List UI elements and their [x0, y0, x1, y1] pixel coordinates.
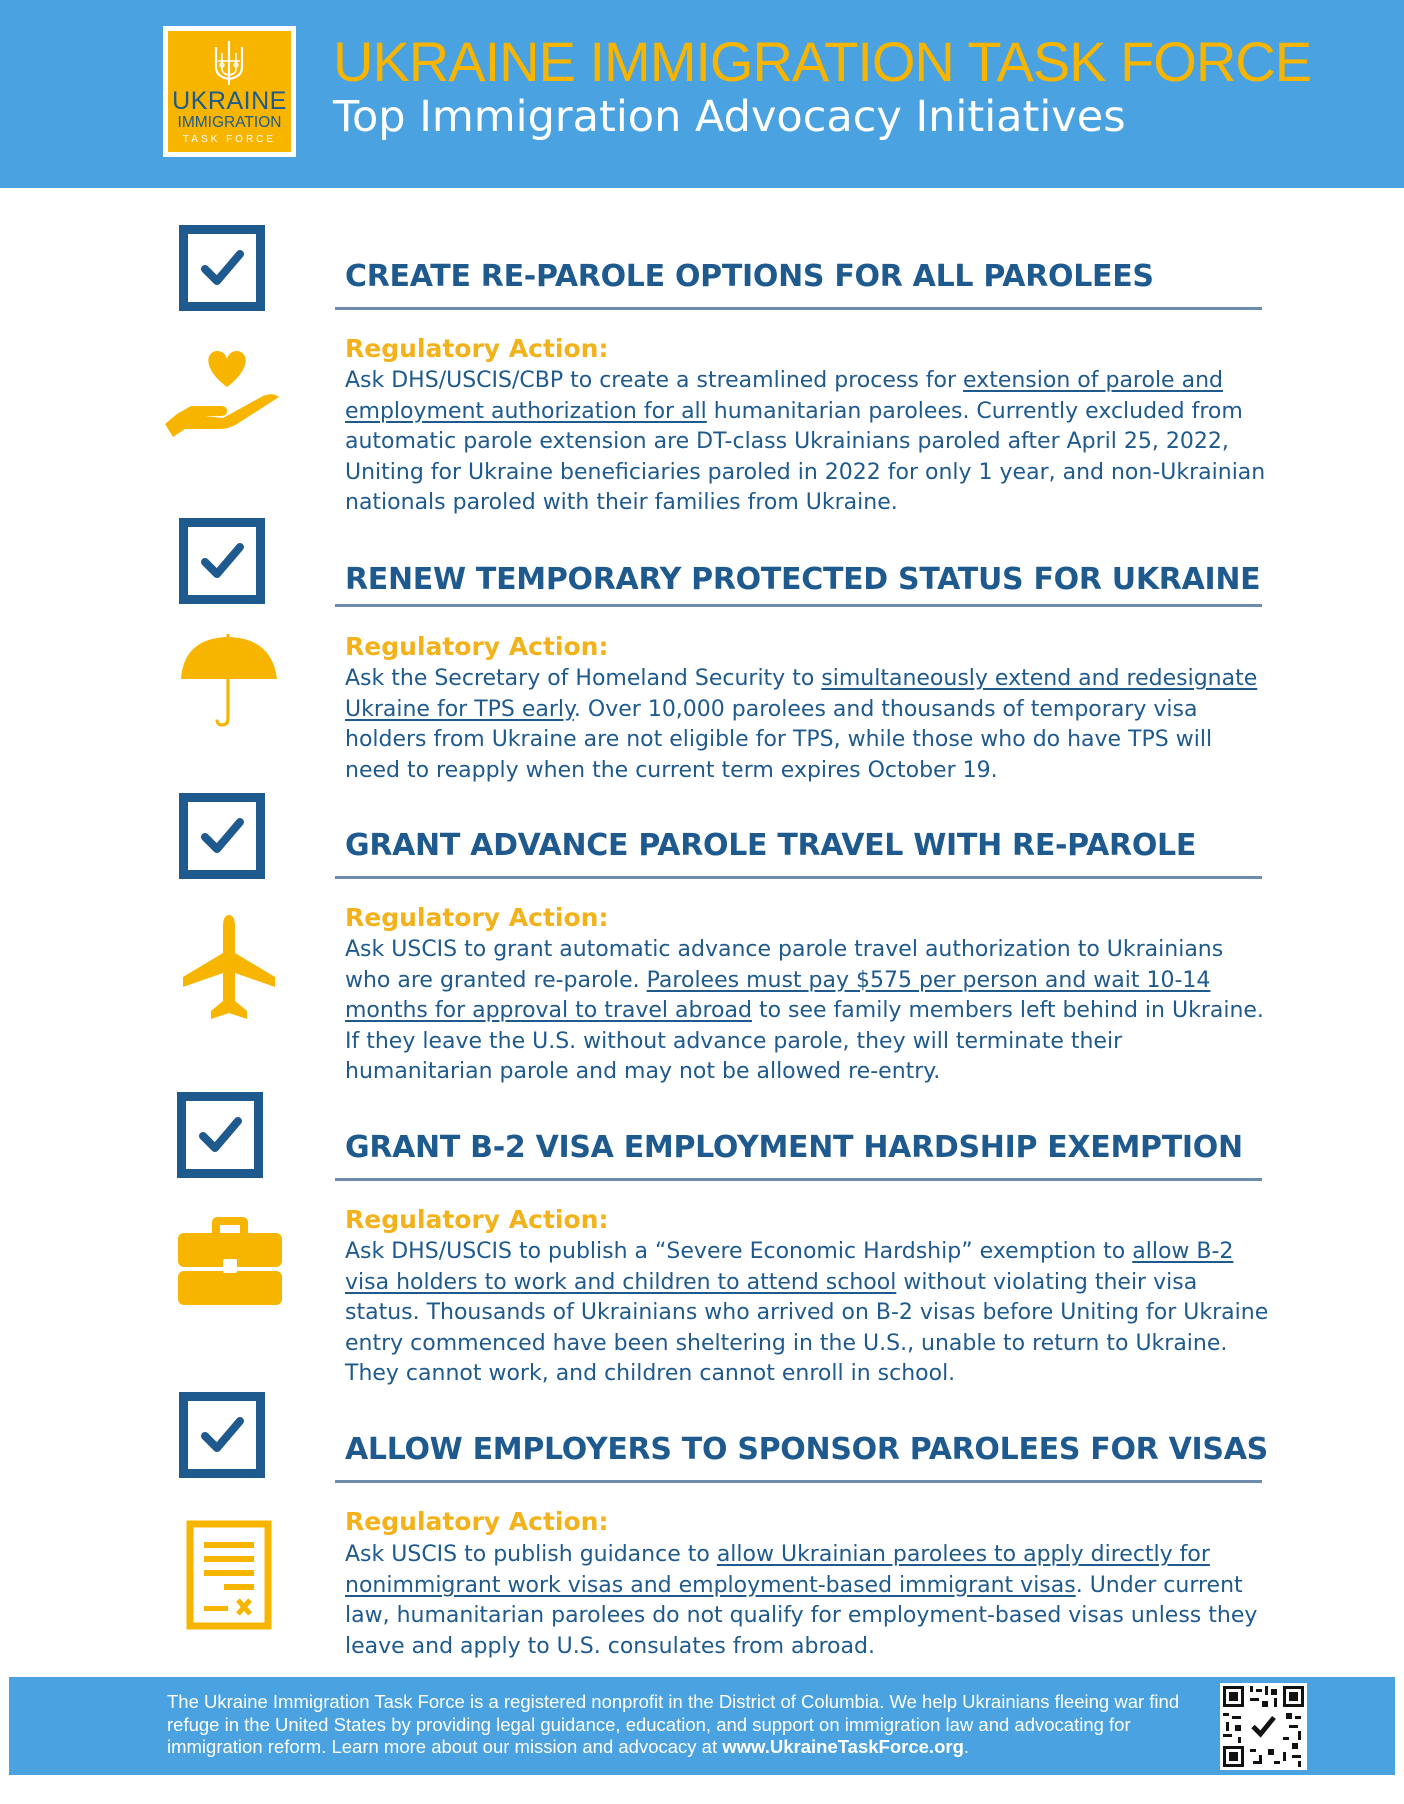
emphasis-underlined-text: allow B-2 visa holders to work and children to attend school: [345, 1239, 1234, 1295]
body-text-segment: . Under current law, humanitarian parolees do not qualify for employment-based visas unless they leave and apply to U.S. consulates from abroad.: [345, 1572, 1258, 1659]
section-body: [345, 664, 1270, 786]
umbrella-icon: [178, 634, 282, 730]
section-divider: [335, 604, 1262, 607]
footer-description: [167, 1691, 1217, 1759]
section-title: GRANT ADVANCE PAROLE TRAVEL WITH RE-PAROLE: [345, 828, 1197, 863]
section-title: GRANT B-2 VISA EMPLOYMENT HARDSHIP EXEMPTION: [345, 1130, 1243, 1165]
footer-website-link[interactable]: www.UkraineTaskForce.org: [722, 1736, 964, 1757]
body-text-segment: Ask USCIS to publish guidance to: [345, 1542, 717, 1567]
logo-text-ukraine: UKRAINE: [172, 87, 287, 115]
body-text-segment: humanitarian parolees. Currently excluded from automatic parole extension are DT-class Ukrainians paroled after April 25, 2022, Uniting for Ukraine beneficiaries paroled in 2022 for only 1 year, and non-Ukrainian nationals paroled with their families from Ukraine.: [345, 398, 1266, 516]
page-title: UKRAINE IMMIGRATION TASK FORCE: [333, 30, 1312, 93]
body-text-segment: without violating their visa status. Thousands of Ukrainians who arrived on B-2 visas before Uniting for Ukraine entry commenced have been sheltering in the U.S., unable to return to Ukraine. They cannot work, and children cannot enroll in school.: [345, 1269, 1269, 1387]
body-text-segment: Ask DHS/USCIS/CBP to create a streamlined process for: [345, 368, 964, 393]
section-title: ALLOW EMPLOYERS TO SPONSOR PAROLEES FOR VISAS: [345, 1432, 1268, 1467]
body-text-segment: Ask USCIS to grant automatic advance parole travel authorization to Ukrainians who are granted re-parole.: [345, 937, 1224, 993]
section-body: [345, 1540, 1270, 1662]
body-text-segment: to see family members left behind in Ukraine. If they leave the U.S. without advance parole, they will terminate their humanitarian parole and may not be allowed re-entry.: [345, 998, 1264, 1085]
logo-text-immigration: IMMIGRATION: [177, 114, 282, 131]
header-banner: [0, 0, 1404, 188]
section-body: [345, 366, 1270, 519]
checkbox-checked-icon: [177, 1092, 263, 1178]
section-divider: [335, 307, 1262, 310]
checkbox-checked-icon: [179, 225, 265, 311]
emphasis-underlined-text: allow Ukrainian parolees to apply directly for nonimmigrant work visas and employment-based immigrant visas: [345, 1542, 1210, 1598]
emphasis-underlined-text: all: [681, 398, 707, 424]
footer-text: The Ukraine Immigration Task Force is a registered nonprofit in the District of Columbia. We help Ukrainians fleeing war find refuge in the United States by providing legal guidance, education, and support on immigration law and advocating for immigration reform. Learn more about our mission and advocacy at: [167, 1691, 1180, 1757]
checkbox-checked-icon: [179, 793, 265, 879]
section-title: RENEW TEMPORARY PROTECTED STATUS FOR UKRAINE: [345, 562, 1261, 597]
section-divider: [335, 876, 1262, 879]
trident-emblem-icon: [212, 39, 246, 87]
body-text-segment: Ask DHS/USCIS to publish a “Severe Economic Hardship” exemption to: [345, 1239, 1133, 1264]
checkbox-checked-icon: [179, 518, 265, 604]
logo-text-task-force: TASK FORCE: [182, 134, 277, 145]
section-body: [345, 935, 1270, 1088]
section-divider: [335, 1178, 1262, 1181]
regulatory-action-label: Regulatory Action:: [345, 1507, 609, 1536]
body-text-segment: Ask the Secretary of Homeland Security to: [345, 666, 822, 691]
section-divider: [335, 1480, 1262, 1483]
section-body: [345, 1237, 1270, 1390]
regulatory-action-label: Regulatory Action:: [345, 334, 609, 363]
regulatory-action-label: Regulatory Action:: [345, 632, 609, 661]
page-subtitle: Top Immigration Advocacy Initiatives: [333, 92, 1126, 142]
emphasis-underlined-text: simultaneously extend and redesignate Ukraine for TPS early: [345, 666, 1258, 722]
section-title: CREATE RE-PAROLE OPTIONS FOR ALL PAROLEES: [345, 259, 1154, 294]
airplane-icon: [181, 915, 277, 1023]
organization-logo: [163, 26, 296, 157]
regulatory-action-label: Regulatory Action:: [345, 1205, 609, 1234]
heart-hand-icon: [163, 338, 283, 438]
checkbox-checked-icon: [179, 1392, 265, 1478]
emphasis-underlined-text: Parolees must pay $575 per person and wait 10-14 months for approval to travel abroad: [345, 967, 1211, 1024]
briefcase-icon: [178, 1215, 282, 1307]
emphasis-underlined-text: extension of parole and employment authorization for: [345, 368, 1223, 424]
body-text-segment: . Over 10,000 parolees and thousands of temporary visa holders from Ukraine are not eligible for TPS, while those who do have TPS will need to reapply when the current term expires October 19.: [345, 696, 1213, 783]
contract-document-icon: [186, 1520, 272, 1630]
regulatory-action-label: Regulatory Action:: [345, 903, 609, 932]
footer-banner: [9, 1677, 1395, 1775]
footer-period: .: [963, 1736, 970, 1757]
qr-code-icon[interactable]: [1220, 1683, 1307, 1770]
